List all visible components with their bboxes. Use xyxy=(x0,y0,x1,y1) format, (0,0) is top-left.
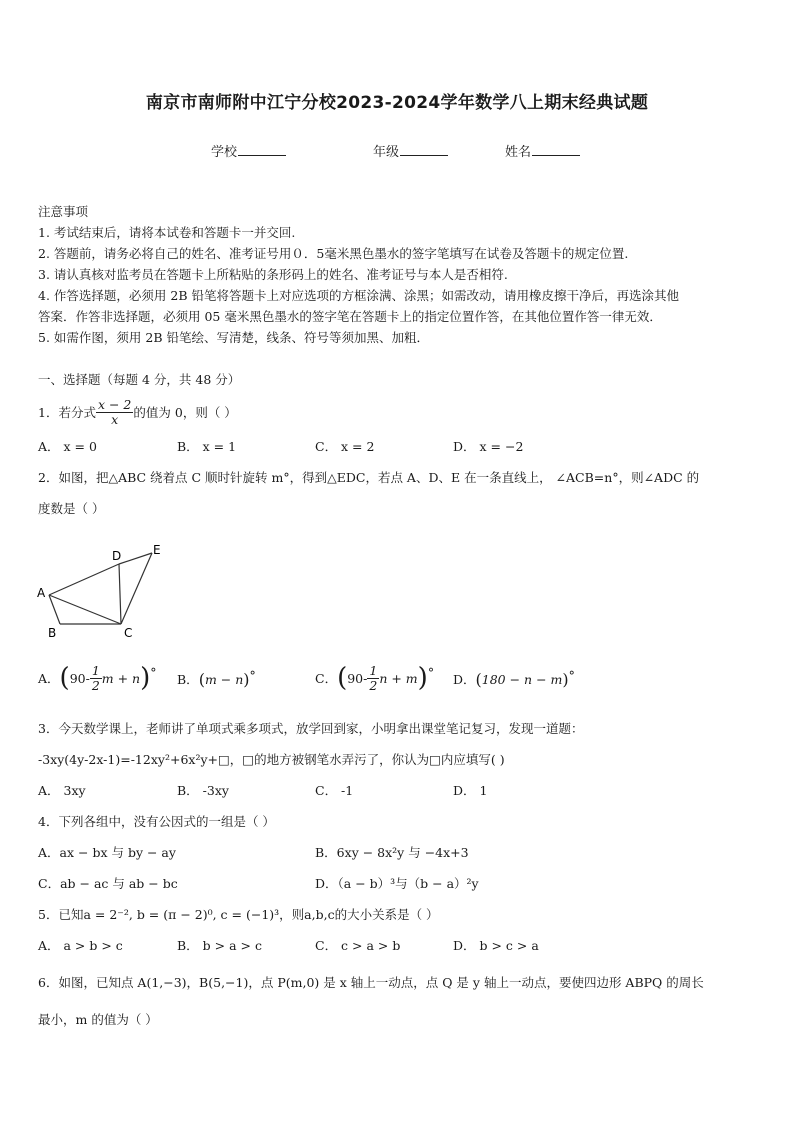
label-a: A xyxy=(37,586,46,600)
name-blank[interactable] xyxy=(532,144,580,156)
edge-dc xyxy=(119,564,121,624)
q5-option-b[interactable]: B． b > a > c xyxy=(177,938,262,953)
q2-option-c-degree: ° xyxy=(427,664,435,680)
q1-option-b[interactable]: B． x = 1 xyxy=(177,439,237,454)
q5-option-a[interactable]: A． a > b > c xyxy=(38,938,123,953)
q2-option-b-body: m − n xyxy=(204,671,244,687)
q1-suffix: 的值为 0，则（ ） xyxy=(133,405,237,420)
q4-option-b[interactable]: B．6xy − 8x²y 与 −4x+3 xyxy=(315,845,469,860)
q2-option-c-letter: C． xyxy=(315,671,338,686)
edge-ec xyxy=(121,553,152,624)
question-1 xyxy=(38,392,237,432)
q3-option-c[interactable]: C． -1 xyxy=(315,783,354,798)
notice-item: 2. 答题前，请务必将自己的姓名、准考证号用０．5毫米黑色墨水的签字笔填写在试卷及答题卡的规定位置. xyxy=(38,246,629,261)
q3-stem-line2: -3xy(4y-2x-1)=-12xy²+6x²y+□，□的地方被钢笔水弄污了，你认为□内应填写( ) xyxy=(38,752,505,767)
q2-option-a-num: 1 xyxy=(91,662,100,678)
grade-blank[interactable] xyxy=(400,144,448,156)
q1-option-c[interactable]: C． x = 2 xyxy=(315,439,375,454)
q5-option-d[interactable]: D． b > c > a xyxy=(453,938,539,953)
paren-close: ) xyxy=(417,663,428,693)
q2-option-a-post: m + n xyxy=(101,670,141,686)
q2-option-d-body: 180 − n − m xyxy=(481,671,563,687)
school-label: 学校 xyxy=(211,145,238,160)
q2-option-a[interactable] xyxy=(38,656,157,700)
q2-option-c-num: 1 xyxy=(369,662,378,678)
q1-numerator: x − 2 xyxy=(97,396,132,412)
q6-stem-line1: 6．如图，已知点 A(1,−3)，B(5,−1)，点 P(m,0) 是 x 轴上一动点，点 Q 是 y 轴上一动点，要使四边形 ABPQ 的周长 xyxy=(38,975,704,990)
q2-stem-line1: 2．如图，把△ABC 绕着点 C 顺时针旋转 m°，得到△EDC，若点 A、D、E 在一条直线上， ∠ACB=n°，则∠ADC 的 xyxy=(38,470,700,485)
label-b: B xyxy=(48,626,57,640)
paren-open: ( xyxy=(59,663,70,693)
notice-item: 5. 如需作图，须用 2B 铅笔绘、写清楚，线条、符号等须加黑、加粗． xyxy=(38,330,429,345)
q3-stem-line1: 3．今天数学课上，老师讲了单项式乘多项式，放学回到家，小明拿出课堂笔记复习，发现一道题： xyxy=(38,721,584,736)
q1-denominator: x xyxy=(111,411,119,427)
label-e: E xyxy=(153,543,161,557)
q2-option-c[interactable] xyxy=(315,656,434,700)
q2-option-a-pre: 90- xyxy=(69,670,90,686)
q4-option-d[interactable]: D．（a − b）³与（b − a）²y xyxy=(315,876,479,891)
q1-option-d[interactable]: D． x = −2 xyxy=(453,439,524,454)
q3-option-a[interactable]: A． 3xy xyxy=(38,783,86,798)
q2-option-b[interactable] xyxy=(177,666,256,692)
school-field xyxy=(211,141,286,160)
name-field xyxy=(505,141,580,160)
q2-option-a-den: 2 xyxy=(91,677,100,693)
q2-option-d[interactable] xyxy=(453,666,575,692)
grade-field xyxy=(373,141,448,160)
notice-item: 3. 请认真核对监考员在答题卡上所粘贴的条形码上的姓名、准考证号与本人是否相符. xyxy=(38,267,508,282)
q4-stem: 4．下列各组中，没有公因式的一组是（ ） xyxy=(38,814,275,829)
label-d: D xyxy=(112,549,122,563)
q2-option-d-degree: ° xyxy=(568,667,575,683)
label-c: C xyxy=(124,626,133,640)
page-title: 南京市南师附中江宁分校2023-2024学年数学八上期末经典试题 xyxy=(145,93,649,113)
q3-option-b[interactable]: B． -3xy xyxy=(177,783,229,798)
q4-option-c[interactable]: C．ab − ac 与 ab − bc xyxy=(38,876,178,891)
q2-option-a-degree: ° xyxy=(150,664,157,680)
q1-prefix: 1．若分式 xyxy=(38,405,96,420)
q2-option-c-pre: 90- xyxy=(347,670,368,686)
q6-stem-line2: 最小，m 的值为（ ） xyxy=(38,1012,158,1027)
q2-option-c-den: 2 xyxy=(369,677,378,693)
q1-option-a[interactable]: A． x = 0 xyxy=(38,439,97,454)
q4-option-a[interactable]: A．ax − bx 与 by − ay xyxy=(38,845,176,860)
paren-open: ( xyxy=(198,669,205,689)
q1-fraction xyxy=(96,398,133,427)
notice-item: 答案．作答非选择题，必须用 05 毫米黑色墨水的签字笔在答题卡上的指定位置作答，在其他位置作答一律无效． xyxy=(38,309,662,324)
q2-option-a-fraction xyxy=(90,664,102,693)
notice-item: 4. 作答选择题，必须用 2B 铅笔将答题卡上对应选项的方框涂满、涂黑；如需改动，请用橡皮擦干净后，再选涂其他 xyxy=(38,288,679,303)
edge-de xyxy=(119,553,152,564)
notice-item: 1. 考试结束后，请将本试卷和答题卡一并交回. xyxy=(38,225,296,240)
grade-label: 年级 xyxy=(373,145,400,160)
edge-ad xyxy=(49,564,119,595)
section-heading: 一、选择题（每题 4 分，共 48 分） xyxy=(38,372,241,387)
name-label: 姓名 xyxy=(505,145,532,160)
q2-triangle-figure xyxy=(30,540,170,640)
paren-open: ( xyxy=(475,669,482,689)
q2-option-a-letter: A． xyxy=(38,671,60,686)
q2-option-c-fraction xyxy=(367,664,379,693)
q2-option-b-letter: B． xyxy=(177,672,199,687)
q2-stem-line2: 度数是（ ） xyxy=(38,501,105,516)
edge-ac xyxy=(49,595,121,624)
paren-close: ) xyxy=(562,669,569,689)
q2-option-b-degree: ° xyxy=(249,667,256,683)
q5-option-c[interactable]: C． c > a > b xyxy=(315,938,401,953)
paren-close: ) xyxy=(243,669,250,689)
notice-heading: 注意事项 xyxy=(38,204,89,219)
school-blank[interactable] xyxy=(238,144,286,156)
q5-stem: 5．已知a = 2⁻², b = (π − 2)⁰, c = (−1)³，则a,b,c的大小关系是（ ） xyxy=(38,907,439,922)
q2-option-c-post: n + m xyxy=(379,670,418,686)
paren-close: ) xyxy=(140,663,151,693)
paren-open: ( xyxy=(337,663,348,693)
q3-option-d[interactable]: D． 1 xyxy=(453,783,488,798)
q2-option-d-letter: D． xyxy=(453,672,476,687)
